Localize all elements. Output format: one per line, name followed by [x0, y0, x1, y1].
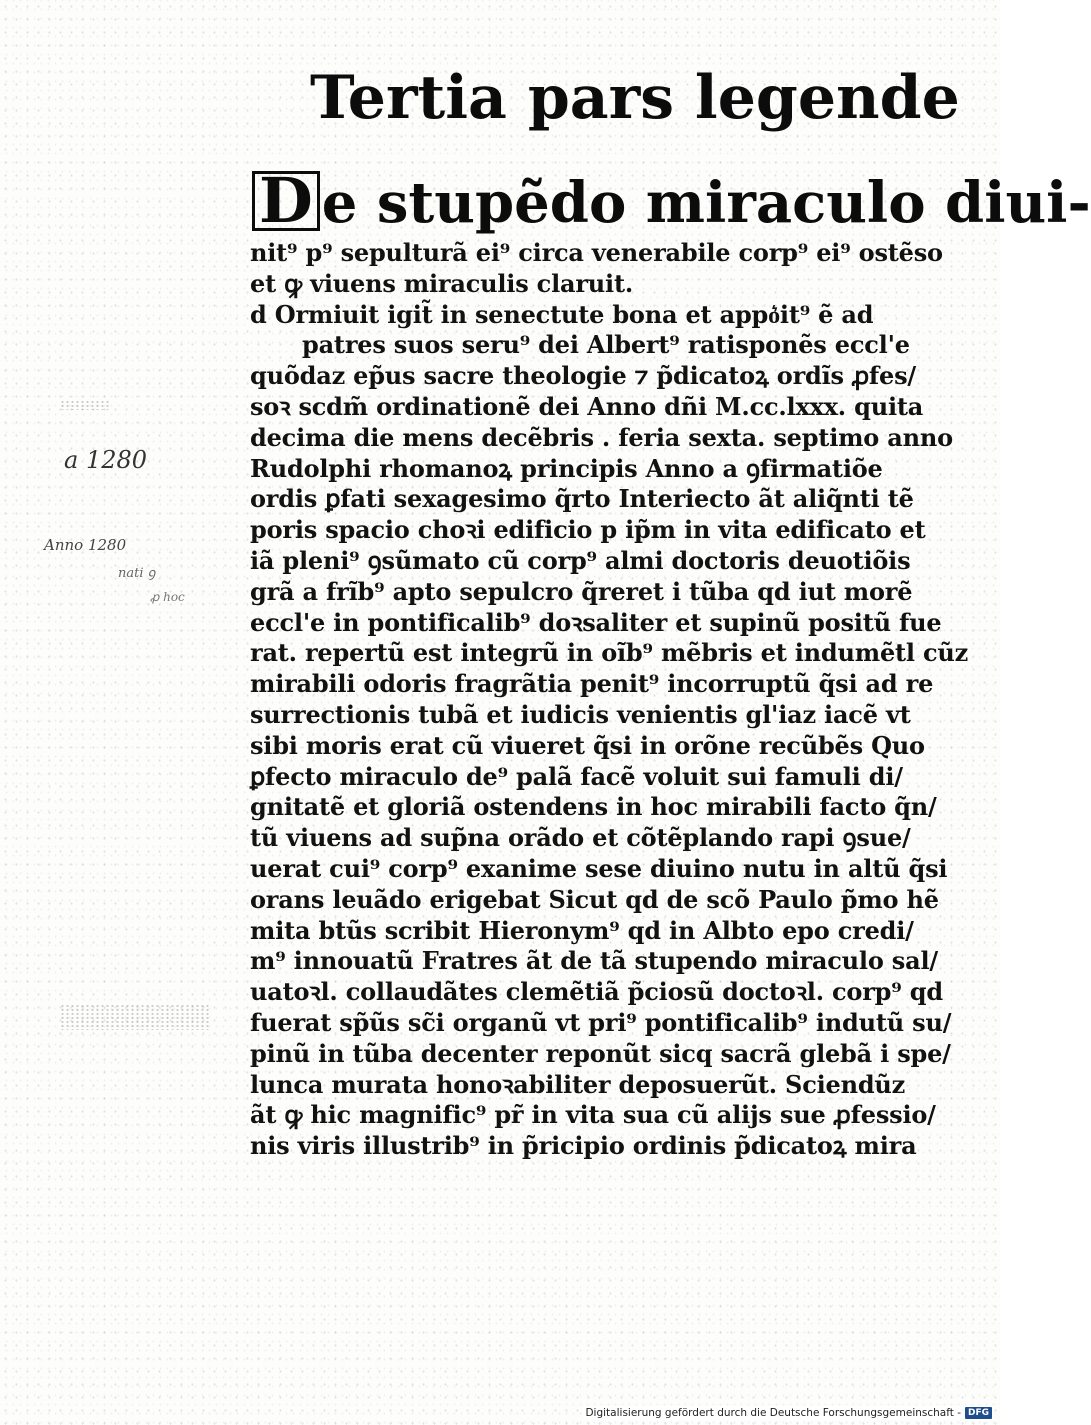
marginal-note-small: nati ꝯ	[118, 566, 156, 581]
text-line: gnitatẽ et gloriã ostendens in hoc mirabili facto q̃n/	[250, 792, 937, 822]
margin-smudge	[60, 400, 110, 410]
chapter-title	[252, 164, 1091, 238]
body-text-block	[250, 238, 970, 1162]
text-line: lunca murata honoꝛabiliter deposuerũt. Sciendũz	[250, 1069, 906, 1099]
marginal-note-small-2: ꝓ hoc	[150, 590, 185, 604]
footer-credit: Digitalisierung gefördert durch die Deutsche Forschungsgemeinschaft -	[585, 1407, 961, 1419]
marginal-note-year: a 1280	[64, 446, 148, 474]
text-line: quõdaz ep̃us sacre theologie ⁊ p̃dicatoꝝ ordĩs ꝓfes/	[250, 361, 917, 391]
digitization-footer	[583, 1406, 994, 1420]
text-line: pinũ in tũba decenter reponũt sicq sacrã glebã i spe/	[250, 1038, 951, 1068]
text-line: m⁹ innouatũ Fratres ãt de tã stupendo miraculo sal/	[250, 946, 938, 976]
text-line: sibi moris erat cũ viueret q̃si in orõne recũbẽs Quo	[250, 730, 925, 760]
text-line: nit⁹ p⁹ sepulturã ei⁹ circa venerabile corp⁹ ei⁹ ostẽso	[250, 238, 943, 267]
text-line: nis viris illustrib⁹ in p̃ricipio ordinis p̃dicatoꝝ mira	[250, 1131, 917, 1161]
text-line: mirabili odoris fragrãtia penit⁹ incorruptũ q̃si ad re	[250, 669, 934, 699]
text-line: iã pleni⁹ ꝯsũmato cũ corp⁹ almi doctoris deuotiõis	[250, 545, 911, 575]
text-line: patres suos seru⁹ dei Albert⁹ ratisponẽs eccl'e	[302, 330, 910, 360]
text-line: poris spacio choꝛi edificio p ip̃m in vita edificato et	[250, 515, 926, 545]
text-line: uatoꝛl. collaudãtes clemẽtiã p̃ciosũ doctoꝛl. corp⁹ qd	[250, 977, 943, 1007]
text-line: tũ viuens ad sup̃na orãdo et cõtẽplando rapi ꝯsue/	[250, 823, 911, 853]
text-line: ãt ꝙ hic magnific⁹ pr̃ in vita sua cũ alijs sue ꝓfessio/	[250, 1100, 936, 1130]
dfg-logo-icon: DFG	[965, 1407, 992, 1419]
text-line: fuerat sp̃ũs sc̃i organũ vt pri⁹ pontificalib⁹ indutũ su/	[250, 1007, 952, 1037]
text-line: ordis ꝑfati sexagesimo q̃rto Interiecto ãt aliq̃nti tẽ	[250, 484, 914, 514]
drop-initial: D	[252, 171, 320, 231]
text-line: ꝑfecto miraculo de⁹ palã facẽ voluit sui famuli di/	[250, 761, 903, 791]
text-line: eccl'e in pontificalib⁹ doꝛsaliter et supinũ positũ fue	[250, 607, 942, 637]
chapter-title-text: e stupẽdo miraculo diui-	[321, 170, 1091, 236]
running-head: Tertia pars legende	[310, 63, 960, 133]
text-line: surrectionis tubã et iudicis venientis gl'iaz iacẽ vt	[250, 699, 911, 729]
text-line: mita btũs scribit Hieronym⁹ qd in Albto epo credi/	[250, 915, 914, 945]
margin-smudge-lower	[60, 1004, 210, 1030]
marginal-note-anno: Anno 1280	[44, 536, 127, 554]
text-line: Rudolphi rhomanoꝝ principis Anno a ꝯfirmatiõe	[250, 453, 883, 483]
text-line: decima die mens decẽbris . feria sexta. septimo anno	[250, 422, 953, 452]
text-line: uerat cui⁹ corp⁹ exanime sese diuino nutu in altũ q̃si	[250, 853, 948, 883]
text-line: soꝛ scdm̃ ordinationẽ dei Anno dñi M.cc.lxxx. quita	[250, 391, 924, 421]
text-line: et ꝙ viuens miraculis claruit.	[250, 268, 633, 298]
text-line: d Ormiuit igit̃ in senectute bona et appo͛it⁹ ẽ ad	[250, 299, 874, 329]
text-line: orans leuãdo erigebat Sicut qd de scõ Paulo p̃mo hẽ	[250, 884, 939, 914]
text-line: rat. repertũ est integrũ in oĩb⁹ mẽbris et indumẽtl cũz	[250, 638, 969, 668]
text-line: grã a frĩb⁹ apto sepulcro q̃reret i tũba qd iut morẽ	[250, 576, 913, 606]
